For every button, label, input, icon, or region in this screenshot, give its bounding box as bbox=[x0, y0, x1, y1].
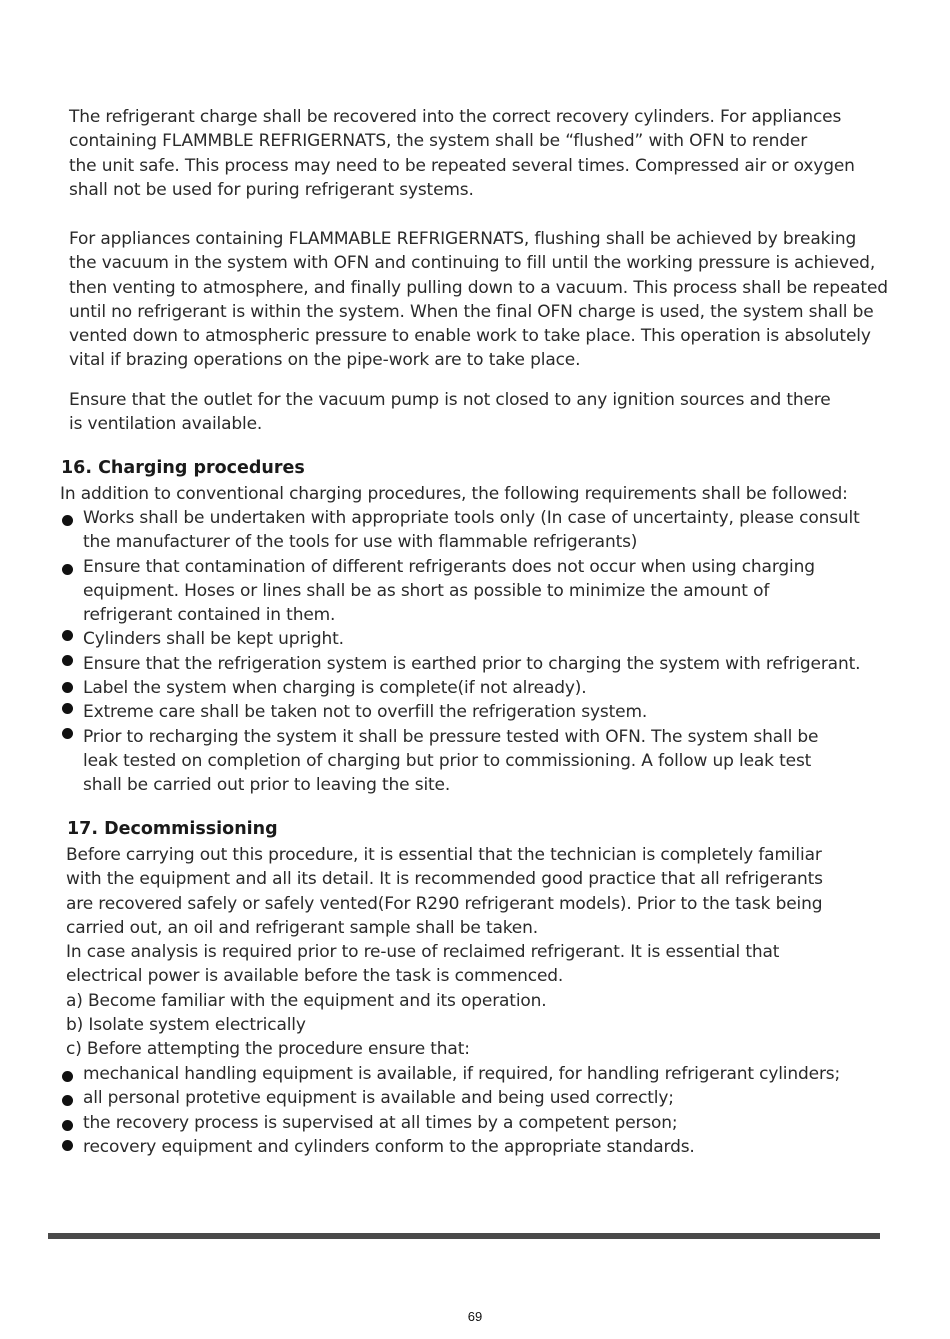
text-line: The refrigerant charge shall be recovered into the correct recovery cylinders. For appliances bbox=[69, 107, 842, 127]
text-line: In addition to conventional charging procedures, the following requirements shall be followed: bbox=[60, 484, 848, 504]
bullet-icon bbox=[62, 728, 73, 739]
list-item bbox=[83, 627, 860, 651]
list-item bbox=[83, 725, 860, 798]
text-line: Works shall be undertaken with appropriate tools only (In case of uncertainty, please consult bbox=[83, 508, 860, 528]
text-line: shall be carried out prior to leaving the site. bbox=[83, 775, 451, 796]
text-line: until no refrigerant is within the system. When the final OFN charge is used, the system shall be bbox=[69, 301, 874, 322]
text-line: electrical power is available before the task is commenced. bbox=[66, 966, 564, 987]
text-line: c) Before attempting the procedure ensure that: bbox=[66, 1039, 470, 1060]
text-line: shall not be used for puring refrigerant systems. bbox=[69, 179, 474, 200]
text-line: vented down to atmospheric pressure to enable work to take place. This operation is absolutely bbox=[69, 326, 871, 347]
list-item bbox=[83, 652, 860, 676]
text-line: In case analysis is required prior to re-use of reclaimed refrigerant. It is essential that bbox=[66, 942, 780, 963]
paragraph-recovery bbox=[69, 105, 855, 202]
text-line: mechanical handling equipment is available, if required, for handling refrigerant cylinders; bbox=[83, 1064, 841, 1084]
page-number: 69 bbox=[467, 1309, 483, 1324]
text-line: is ventilation available. bbox=[69, 414, 263, 435]
bullet-icon bbox=[62, 564, 73, 575]
text-line: b) Isolate system electrically bbox=[66, 1015, 306, 1036]
text-line: are recovered safely or safely vented(For R290 refrigerant models). Prior to the task being bbox=[66, 893, 823, 914]
text-line: the manufacturer of the tools for use with flammable refrigerants) bbox=[83, 532, 638, 553]
text-line: carried out, an oil and refrigerant sample shall be taken. bbox=[66, 917, 538, 938]
bullet-icon bbox=[62, 1095, 73, 1106]
text-line: Ensure that the refrigeration system is earthed prior to charging the system with refrigerant. bbox=[83, 653, 861, 674]
paragraph-flushing bbox=[69, 227, 888, 373]
text-line: equipment. Hoses or lines shall be as short as possible to minimize the amount of bbox=[83, 580, 770, 601]
text-line: the vacuum in the system with OFN and continuing to fill until the working pressure is achieved, bbox=[69, 253, 876, 274]
text-line: Ensure that contamination of different refrigerants does not occur when using charging bbox=[83, 556, 815, 577]
text-line: containing FLAMMBLE REFRIGERNATS, the system shall be “flushed” with OFN to render bbox=[69, 131, 808, 152]
text-line: recovery equipment and cylinders conform to the appropriate standards. bbox=[83, 1136, 695, 1157]
text-line: refrigerant contained in them. bbox=[83, 605, 336, 626]
paragraph-vacuum-pump bbox=[69, 388, 831, 437]
text-line: Extreme care shall be taken not to overfill the refrigeration system. bbox=[83, 702, 648, 723]
text-line: Before carrying out this procedure, it is essential that the technician is completely familiar bbox=[66, 845, 822, 865]
bullet-icon bbox=[62, 1120, 73, 1131]
footer-divider bbox=[48, 1233, 880, 1239]
text-line: the unit safe. This process may need to be repeated several times. Compressed air or oxygen bbox=[69, 155, 855, 176]
text-line: then venting to atmosphere, and finally pulling down to a vacuum. This process shall be repeated bbox=[69, 277, 888, 298]
section-heading-charging: 16. Charging procedures bbox=[61, 458, 305, 478]
decommissioning-checklist bbox=[83, 1062, 840, 1159]
list-item bbox=[83, 1111, 840, 1135]
bullet-icon bbox=[62, 655, 73, 666]
list-item bbox=[83, 506, 860, 555]
list-item bbox=[83, 1086, 840, 1110]
text-line: Prior to recharging the system it shall be pressure tested with OFN. The system shall be bbox=[83, 726, 819, 747]
list-item bbox=[83, 555, 860, 628]
text-line: all personal protetive equipment is available and being used correctly; bbox=[83, 1088, 674, 1109]
text-line: the recovery process is supervised at all times by a competent person; bbox=[83, 1112, 678, 1133]
section-heading-decommissioning: 17. Decommissioning bbox=[67, 819, 278, 839]
list-item bbox=[83, 676, 860, 700]
list-item bbox=[83, 1062, 840, 1086]
section-intro-charging bbox=[60, 482, 848, 506]
text-line: with the equipment and all its detail. It is recommended good practice that all refrigerants bbox=[66, 869, 823, 890]
text-line: Ensure that the outlet for the vacuum pump is not closed to any ignition sources and there bbox=[69, 390, 831, 410]
text-line: vital if brazing operations on the pipe-work are to take place. bbox=[69, 350, 581, 371]
list-item bbox=[83, 1135, 840, 1159]
bullet-icon bbox=[62, 515, 73, 526]
section-body-decommissioning bbox=[66, 843, 823, 1062]
bullet-icon bbox=[62, 630, 73, 641]
text-line: Label the system when charging is complete(if not already). bbox=[83, 678, 587, 699]
text-line: For appliances containing FLAMMABLE REFRIGERNATS, flushing shall be achieved by breaking bbox=[69, 229, 857, 249]
text-line: leak tested on completion of charging but prior to commissioning. A follow up leak test bbox=[83, 750, 812, 771]
bullet-icon bbox=[62, 703, 73, 714]
text-line: Cylinders shall be kept upright. bbox=[83, 629, 344, 650]
list-item bbox=[83, 700, 860, 724]
bullet-icon bbox=[62, 1140, 73, 1151]
charging-requirements-list bbox=[83, 506, 860, 798]
text-line: a) Become familiar with the equipment and its operation. bbox=[66, 990, 547, 1011]
bullet-icon bbox=[62, 1071, 73, 1082]
bullet-icon bbox=[62, 682, 73, 693]
